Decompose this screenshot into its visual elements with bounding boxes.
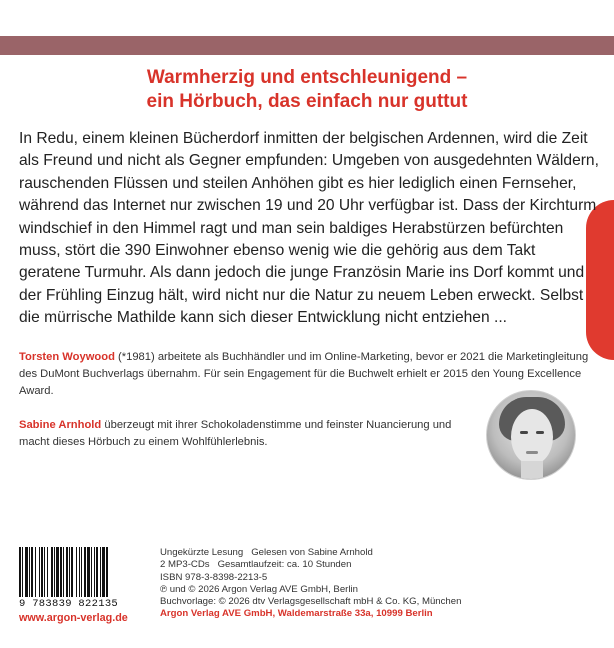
barcode-bar [102, 547, 105, 597]
portrait-mouth [526, 451, 538, 454]
barcode-bar [41, 547, 43, 597]
barcode-bar [31, 547, 33, 597]
edition: Ungekürzte Lesung [160, 547, 244, 558]
portrait-eye-right [536, 431, 544, 434]
barcode-bar [54, 547, 55, 597]
headline-line-1: Warmherzig und entschleunigend – [146, 67, 468, 88]
headline [0, 66, 614, 114]
barcode-bar [51, 547, 53, 597]
barcode-bar [81, 547, 82, 597]
narrator-bio-text: überzeugt mit ihrer Schokoladenstimme und feinster Nuancierung und macht dieses Hörbuch zu einem Wohlfühlerlebnis. [19, 419, 452, 448]
isbn: ISBN 978-3-8398-2213-5 [160, 571, 268, 583]
barcode-bar [100, 547, 101, 597]
blurb [19, 128, 599, 330]
barcode-bar [84, 547, 86, 597]
format: 2 MP3-CDs [160, 559, 210, 571]
barcode-bar [66, 547, 68, 597]
portrait-eye-left [520, 431, 528, 434]
portrait-neck [521, 461, 543, 480]
narrator-bio [19, 417, 469, 451]
source-credit: Buchvorlage: © 2026 dtv Verlagsgesellschaft mbH & Co. KG, München [160, 596, 462, 608]
read-by: Gelesen von Sabine Arnhold [251, 547, 373, 558]
barcode-bar [106, 547, 108, 597]
author-bio-text: (*1981) arbeitete als Buchhändler und im Online-Marketing, bevor er 2021 die Marketingleitung des DuMont Buchverlags übernahm. Für sein Engagement für die Buchwelt erhielt er 2015 den Young Excellence Award. [19, 351, 589, 397]
barcode-icon [19, 547, 145, 597]
barcode-bar [22, 547, 23, 597]
barcode-bar [79, 547, 80, 597]
details-row-1 [160, 547, 610, 559]
publisher-website: www.argon-verlag.de [19, 612, 128, 624]
barcode-bar [39, 547, 40, 597]
narrator-portrait-icon [486, 390, 576, 480]
barcode-bar [63, 547, 64, 597]
barcode-bar [19, 547, 21, 597]
blurb-text: In Redu, einem kleinen Bücherdorf inmitten der belgischen Ardennen, wird die Zeit als Freund und nicht als Gegner empfunden: Umgeben von ausgedehnten Wäldern, rauschenden Flüssen und steilen Anhöhen gibt es hier lediglich einen Fernseher, während das Internet nur zwischen 19 und 20 Uhr verfügbar ist. Dass der Kirchturm windschief in den Himmel ragt und man sein baldiges Herabstürzen befürchten muss, stört die 390 Einwohner ebenso wenig wie die gehörig aus dem Takt geratene Turmuhr. Als dann jedoch die junge Französin Marie ins Dorf kommt und der Frühling Einzug hält, wird nicht nur die Natur zu neuem Leben erweckt. Selbst die mürrische Mathilde kann sich dieser Entwicklung nicht entziehen ... [19, 130, 599, 327]
barcode-bar [47, 547, 48, 597]
headline-line-2: ein Hörbuch, das einfach nur guttut [146, 91, 468, 112]
barcode-bar [56, 547, 59, 597]
details-row-2 [160, 559, 610, 571]
barcode-bar [71, 547, 73, 597]
barcode-digits: 9 783839 822135 [19, 598, 119, 610]
top-stripe [0, 36, 614, 55]
publisher-address: Argon Verlag AVE GmbH, Waldemarstraße 33a, 10999 Berlin [160, 608, 433, 620]
barcode-bar [44, 547, 45, 597]
barcode-block [19, 547, 145, 624]
top-band [0, 0, 614, 60]
product-details [160, 547, 610, 621]
barcode-bar [87, 547, 90, 597]
barcode-bar [94, 547, 95, 597]
narrator-name: Sabine Arnhold [19, 419, 102, 431]
copyright: ℗ und © 2026 Argon Verlag AVE GmbH, Berlin [160, 583, 358, 595]
barcode-bar [35, 547, 36, 597]
barcode-bar [96, 547, 98, 597]
barcode-bar [76, 547, 77, 597]
author-name: Torsten Woywood [19, 351, 115, 363]
barcode-bar [25, 547, 28, 597]
barcode-bar [91, 547, 92, 597]
barcode-bar [29, 547, 30, 597]
portrait-face [511, 409, 553, 465]
runtime: Gesamtlaufzeit: ca. 10 Stunden [217, 559, 352, 571]
barcode-bar [60, 547, 62, 597]
barcode-bar [69, 547, 70, 597]
